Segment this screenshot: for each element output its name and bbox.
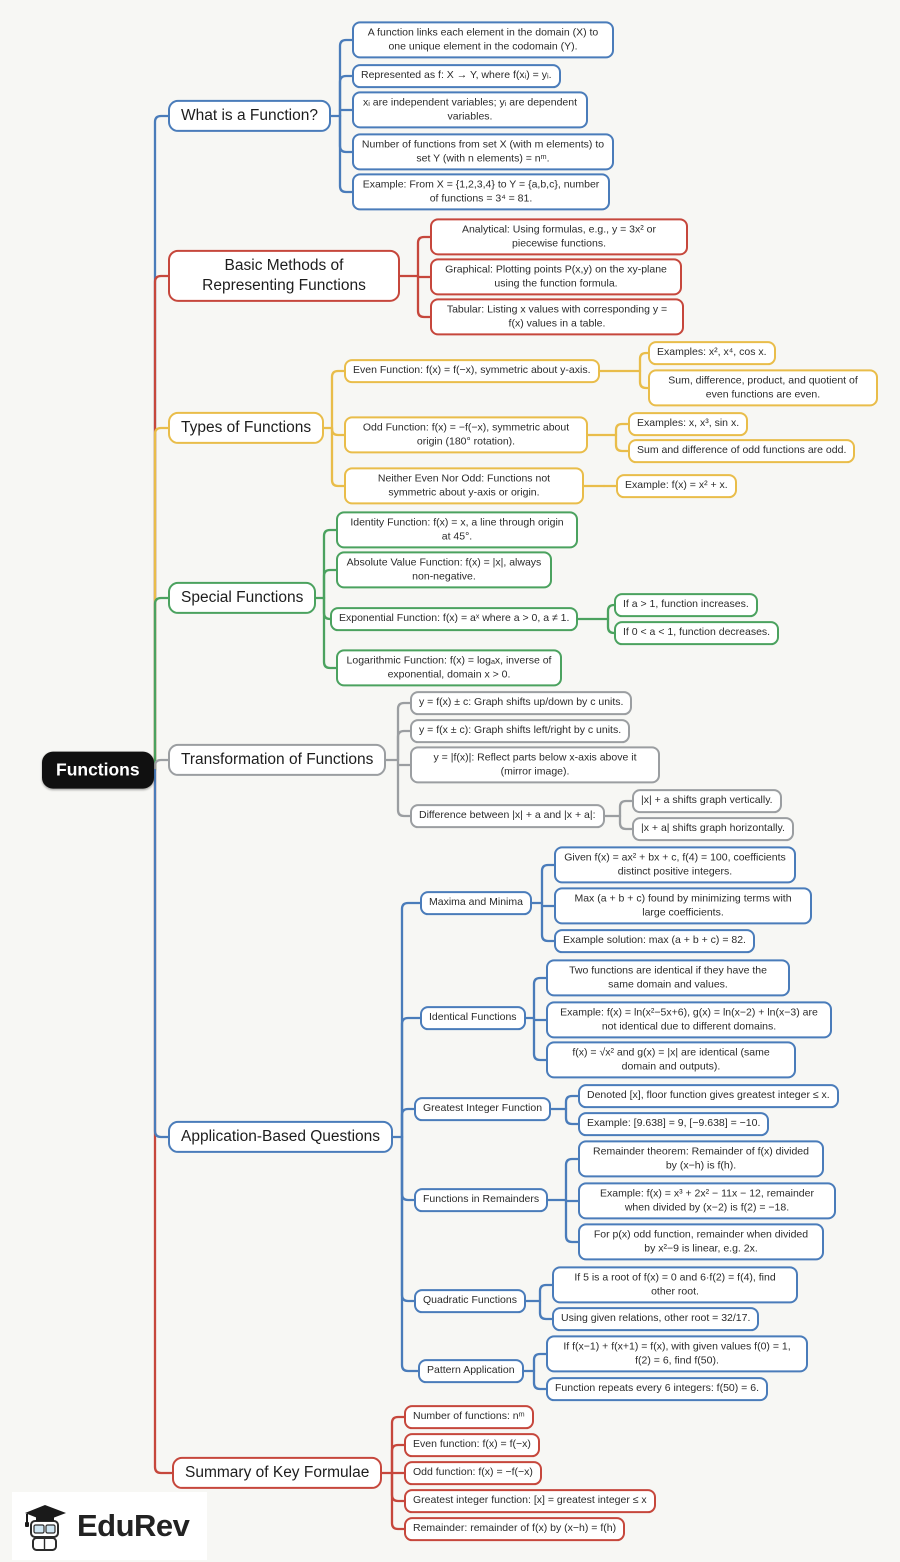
node-abs-plus-a-vertical: |x| + a shifts graph vertically. (632, 789, 782, 813)
node-what-is-a-function: What is a Function? (168, 100, 331, 132)
node-remainder-odd-function: For p(x) odd function, remainder when divided by x²−9 is linear, e.g. 2x. (578, 1223, 824, 1260)
node-summary-gif: Greatest integer function: [x] = greatest integer ≤ x (404, 1489, 656, 1513)
node-modulus-reflection: y = |f(x)|: Reflect parts below x-axis above it (mirror image). (410, 746, 660, 783)
node-identical-functions: Identical Functions (420, 1006, 526, 1030)
node-even-operations: Sum, difference, product, and quotient of even functions are even. (648, 369, 878, 406)
node-application-based-questions: Application-Based Questions (168, 1121, 393, 1153)
node-quadratic-functions: Quadratic Functions (414, 1289, 526, 1313)
edurev-robot-graduation-cap-icon (22, 1500, 68, 1552)
node-maxima-max: Max (a + b + c) found by minimizing terms with large coefficients. (554, 887, 812, 924)
node-remainder-theorem: Remainder theorem: Remainder of f(x) divided by (x−h) is f(h). (578, 1140, 824, 1177)
node-basic-methods: Basic Methods of Representing Functions (168, 250, 400, 302)
node-maxima-example: Example solution: max (a + b + c) = 82. (554, 929, 755, 953)
node-absolute-value-function: Absolute Value Function: f(x) = |x|, always non-negative. (336, 551, 552, 588)
node-identical-sqrt-example: f(x) = √x² and g(x) = |x| are identical (same domain and outputs). (546, 1041, 796, 1078)
node-exponential-decreases: If 0 < a < 1, function decreases. (614, 621, 779, 645)
node-odd-operations: Sum and difference of odd functions are odd. (628, 439, 855, 463)
node-logarithmic-function: Logarithmic Function: f(x) = logₐx, inverse of exponential, domain x > 0. (336, 649, 562, 686)
node-function-links-domain-codomain: A function links each element in the domain (X) to one unique element in the codomain (Y). (352, 21, 614, 58)
node-exponential-increases: If a > 1, function increases. (614, 593, 758, 617)
node-represented-as-f-x-y: Represented as f: X → Y, where f(xᵢ) = yᵢ. (352, 64, 561, 88)
node-pattern-application: Pattern Application (418, 1359, 524, 1383)
node-pattern-answer: Function repeats every 6 integers: f(50) = 6. (546, 1377, 768, 1401)
node-remainder-example: Example: f(x) = x³ + 2x² − 11x − 12, remainder when divided by (x−2) is f(2) = −18. (578, 1182, 836, 1219)
node-abs-x-plus-a-horizontal: |x + a| shifts graph horizontally. (632, 817, 794, 841)
node-summary-of-key-formulae: Summary of Key Formulae (172, 1457, 382, 1489)
node-types-of-functions: Types of Functions (168, 412, 324, 444)
node-maxima-given: Given f(x) = ax² + bx + c, f(4) = 100, coefficients distinct positive integers. (554, 846, 796, 883)
node-number-of-functions-formula: Number of functions from set X (with m elements) to set Y (with n elements) = nᵐ. (352, 133, 614, 170)
node-summary-remainder: Remainder: remainder of f(x) by (x−h) = f(h) (404, 1517, 625, 1541)
node-neither-example: Example: f(x) = x² + x. (616, 474, 737, 498)
node-summary-odd: Odd function: f(x) = −f(−x) (404, 1461, 542, 1485)
node-gif-example: Example: [9.638] = 9, [−9.638] = −10. (578, 1112, 769, 1136)
node-example-number-of-functions: Example: From X = {1,2,3,4} to Y = {a,b,c}, number of functions = 3⁴ = 81. (352, 173, 610, 210)
edurev-brand-text: EduRev (77, 1508, 190, 1543)
node-tabular-method: Tabular: Listing x values with corresponding y = f(x) values in a table. (430, 298, 684, 335)
node-horizontal-shift: y = f(x ± c): Graph shifts left/right by c units. (410, 719, 630, 743)
node-vertical-shift: y = f(x) ± c: Graph shifts up/down by c units. (410, 691, 632, 715)
node-summary-even: Even function: f(x) = f(−x) (404, 1433, 540, 1457)
node-neither-even-nor-odd: Neither Even Nor Odd: Functions not symmetric about y-axis or origin. (344, 467, 584, 504)
node-even-examples: Examples: x², x⁴, cos x. (648, 341, 776, 365)
node-pattern-problem: If f(x−1) + f(x+1) = f(x), with given values f(0) = 1, f(2) = 6, find f(50). (546, 1335, 808, 1372)
node-exponential-function: Exponential Function: f(x) = aˣ where a > 0, a ≠ 1. (330, 607, 578, 631)
node-greatest-integer-function: Greatest Integer Function (414, 1097, 551, 1121)
node-maxima-and-minima: Maxima and Minima (420, 891, 532, 915)
node-functions-root: Functions (42, 752, 154, 789)
node-quadratic-root-problem: If 5 is a root of f(x) = 0 and 6·f(2) = f(4), find other root. (552, 1266, 798, 1303)
node-summary-number-of-functions: Number of functions: nᵐ (404, 1405, 534, 1429)
node-quadratic-root-answer: Using given relations, other root = 32/17. (552, 1307, 759, 1331)
node-even-function: Even Function: f(x) = f(−x), symmetric about y-axis. (344, 359, 600, 383)
node-analytical-method: Analytical: Using formulas, e.g., y = 3x² or piecewise functions. (430, 218, 688, 255)
node-independent-dependent-variables: xᵢ are independent variables; yᵢ are dependent variables. (352, 91, 588, 128)
node-special-functions: Special Functions (168, 582, 316, 614)
node-odd-function: Odd Function: f(x) = −f(−x), symmetric about origin (180° rotation). (344, 416, 588, 453)
node-identical-definition: Two functions are identical if they have the same domain and values. (546, 959, 790, 996)
node-graphical-method: Graphical: Plotting points P(x,y) on the xy-plane using the function formula. (430, 258, 682, 295)
node-odd-examples: Examples: x, x³, sin x. (628, 412, 748, 436)
node-transformation-of-functions: Transformation of Functions (168, 744, 386, 776)
node-functions-in-remainders: Functions in Remainders (414, 1188, 548, 1212)
node-gif-denoted: Denoted [x], floor function gives greatest integer ≤ x. (578, 1084, 839, 1108)
node-identity-function: Identity Function: f(x) = x, a line through origin at 45°. (336, 511, 578, 548)
node-difference-abs: Difference between |x| + a and |x + a|: (410, 804, 605, 828)
edurev-logo (12, 1492, 207, 1560)
node-identical-ln-example: Example: f(x) = ln(x²−5x+6), g(x) = ln(x−2) + ln(x−3) are not identical due to different domains. (546, 1001, 832, 1038)
